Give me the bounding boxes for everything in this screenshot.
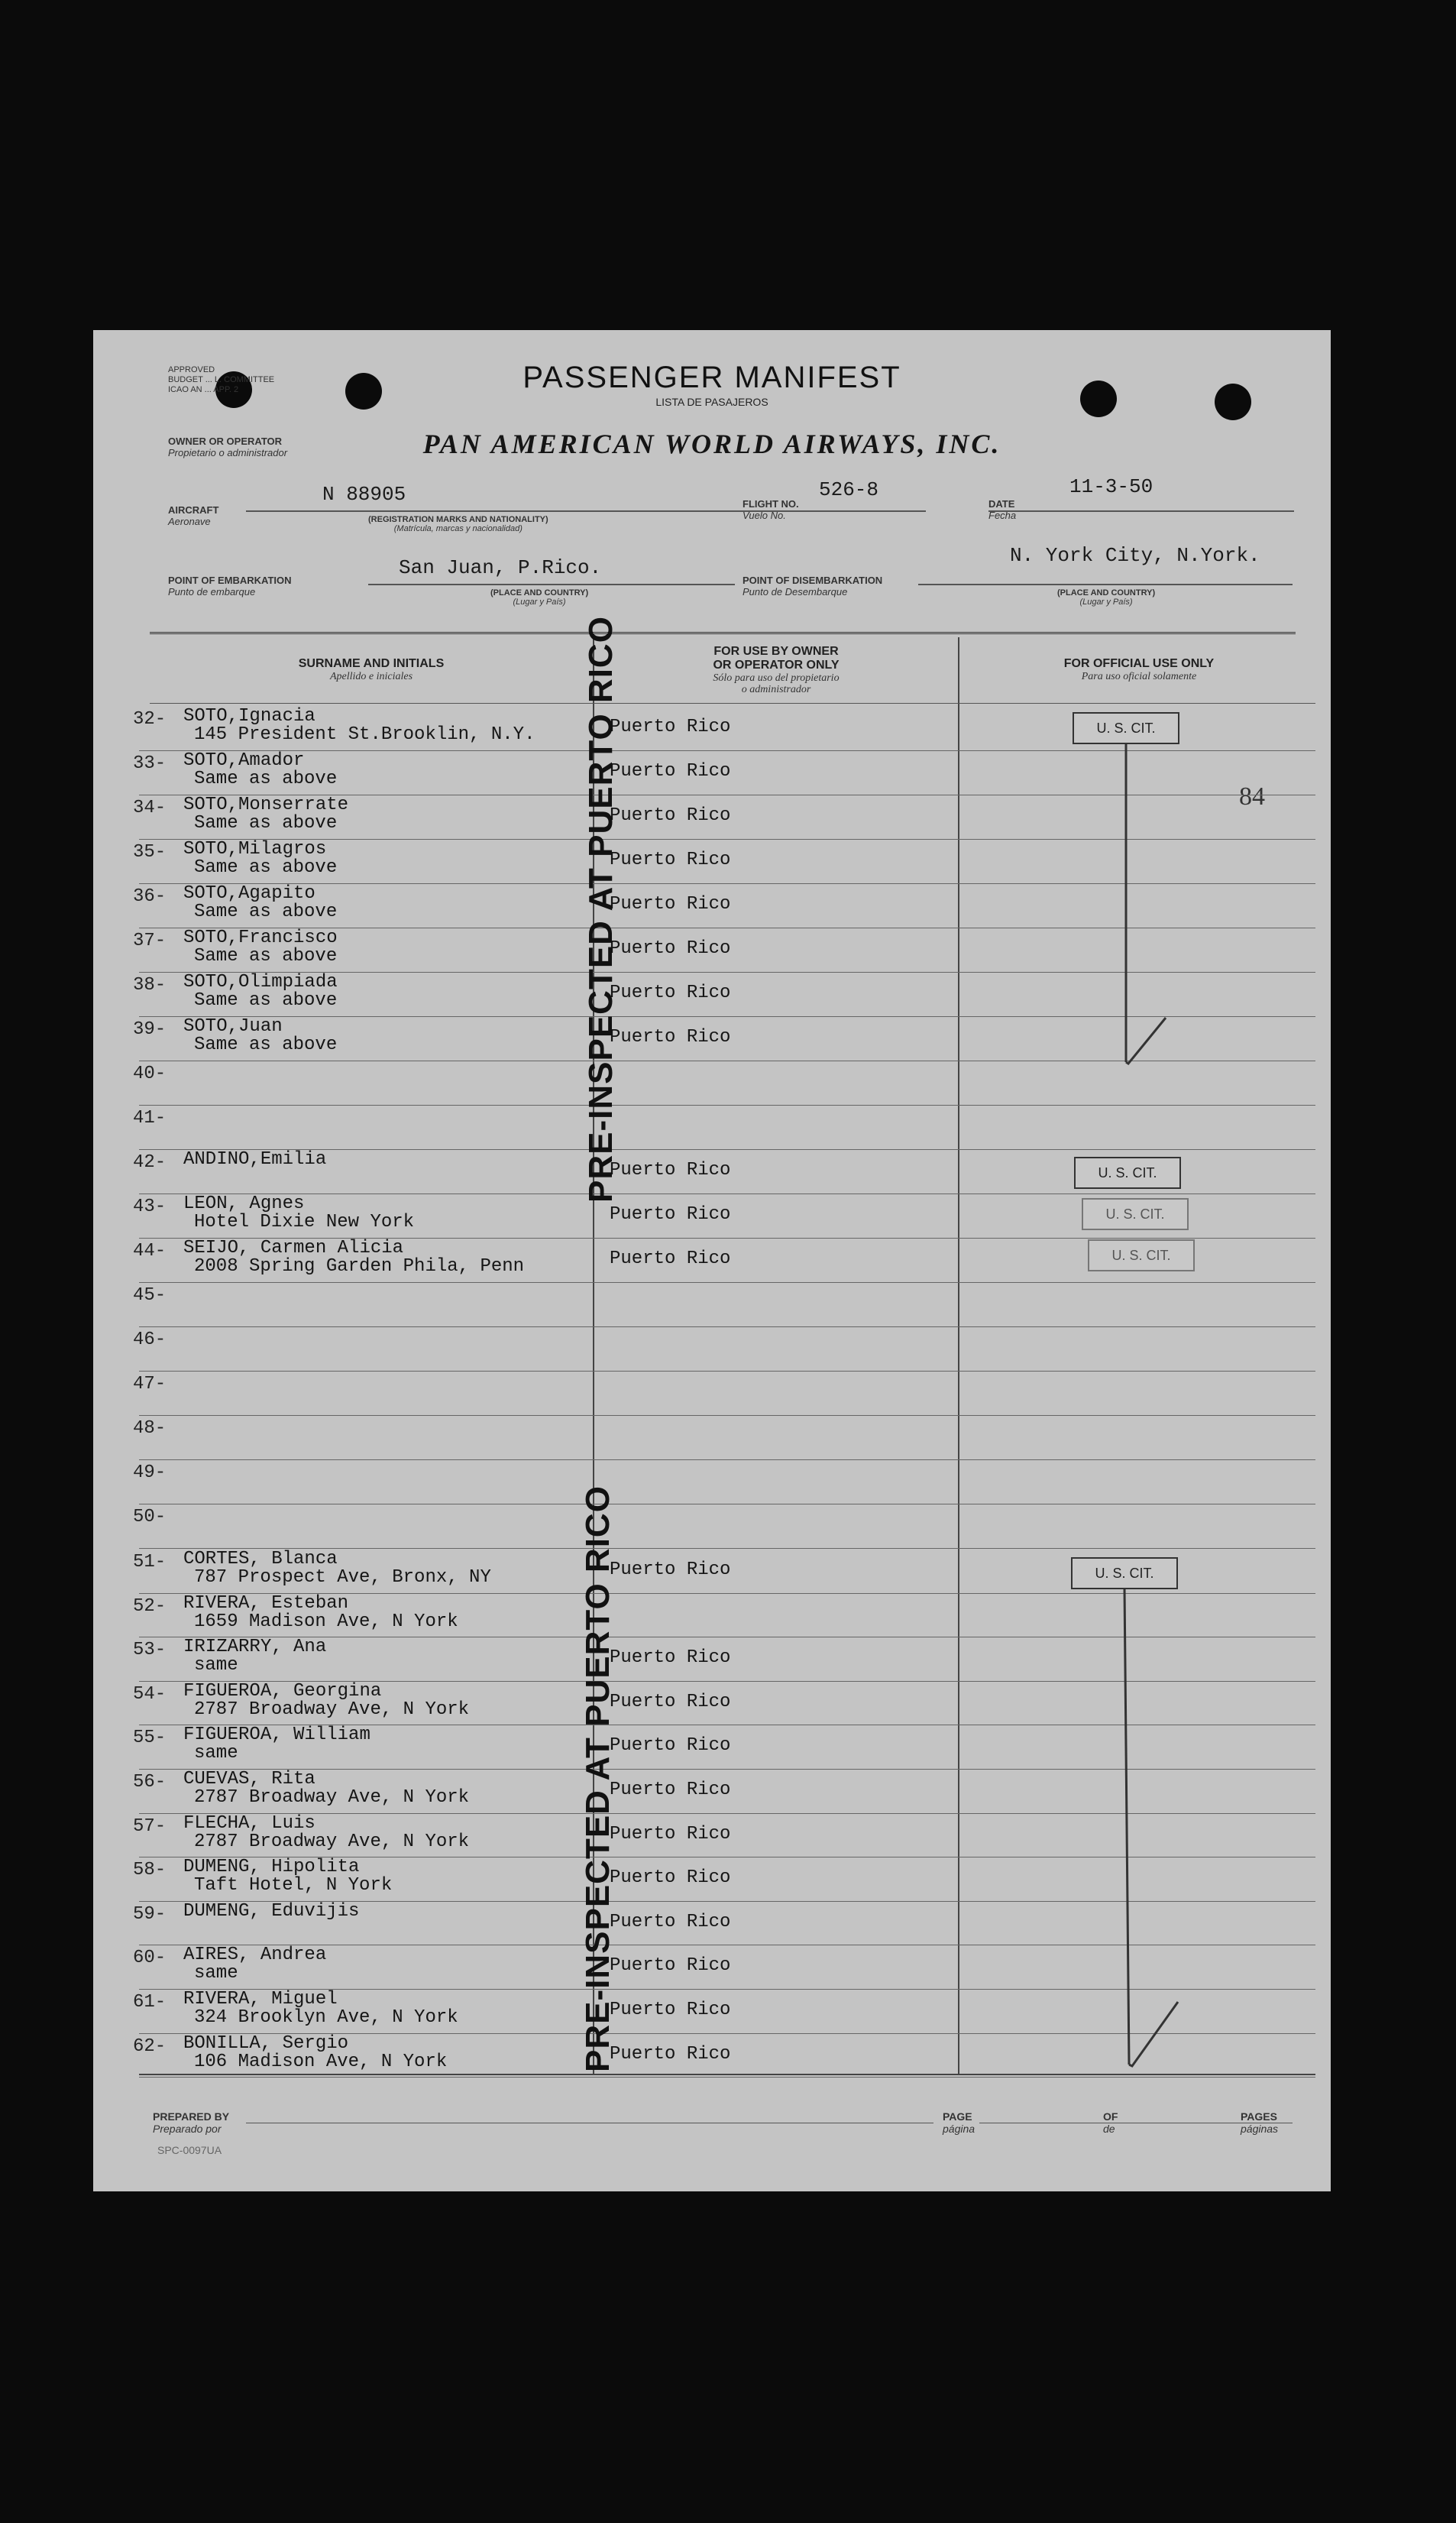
us-cit-stamp: U. S. CIT. xyxy=(1073,712,1179,744)
passenger-address: 106 Madison Ave, N York xyxy=(194,2051,448,2072)
passenger-address: Same as above xyxy=(194,857,338,878)
passenger-name: DUMENG, Hipolita xyxy=(183,1857,360,1878)
column-header-official-es: Para uso oficial solamente xyxy=(1081,671,1197,682)
row-number: 56- xyxy=(133,1772,167,1793)
approval-text: APPROVED BUDGET ... L. COMMITTEE ICAO AN ... APP. 2 xyxy=(168,365,275,394)
row-number: 33- xyxy=(133,753,167,774)
passenger-name: SEIJO, Carmen Alicia xyxy=(183,1238,404,1258)
of-label: OF de xyxy=(1103,2110,1118,2135)
passenger-address: 787 Prospect Ave, Bronx, NY xyxy=(194,1567,491,1588)
row-number: 41- xyxy=(133,1108,167,1129)
pre-inspected-stamp: PRE-INSPECTED AT PUERTO RICO xyxy=(582,616,620,1203)
passenger-citizenship: Puerto Rico xyxy=(610,2000,731,2020)
passenger-name: BONILLA, Sergio xyxy=(183,2032,349,2054)
passenger-citizenship: Puerto Rico xyxy=(610,1955,731,1977)
row-number: 52- xyxy=(133,1595,167,1617)
passenger-name: SOTO,Monserrate xyxy=(183,795,349,815)
passenger-name: ANDINO,Emilia xyxy=(183,1149,327,1170)
passenger-citizenship: Puerto Rico xyxy=(610,761,731,782)
passenger-citizenship: Puerto Rico xyxy=(610,1867,731,1889)
column-header-surname: SURNAME AND INITIALS xyxy=(298,657,445,670)
passenger-name: RIVERA, Esteban xyxy=(183,1592,349,1614)
passenger-name: SOTO,Francisco xyxy=(183,928,338,948)
row-number: 36- xyxy=(133,886,167,907)
row-number: 40- xyxy=(133,1064,167,1084)
passenger-name: CUEVAS, Rita xyxy=(183,1769,315,1789)
passenger-name: LEON, Agnes xyxy=(183,1193,305,1214)
passenger-name: DUMENG, Eduvijis xyxy=(183,1900,360,1922)
passenger-address: 2787 Broadway Ave, N York xyxy=(194,1831,470,1852)
passenger-name: SOTO,Olimpiada xyxy=(183,972,338,993)
passenger-citizenship: Puerto Rico xyxy=(610,1911,731,1932)
passenger-name: SOTO,Milagros xyxy=(183,839,327,860)
passenger-address: same xyxy=(194,1655,238,1676)
row-number: 34- xyxy=(133,798,167,818)
row-number: 42- xyxy=(133,1152,167,1173)
row-number: 45- xyxy=(133,1285,167,1306)
passenger-citizenship: Puerto Rico xyxy=(610,894,731,915)
manifest-sheet xyxy=(93,330,1331,2191)
pages-label: PAGES páginas xyxy=(1241,2110,1279,2135)
row-number: 55- xyxy=(133,1728,167,1749)
passenger-citizenship: Puerto Rico xyxy=(610,1823,731,1844)
passenger-name: FIGUEROA, Georgina xyxy=(183,1680,382,1702)
owner-value: PAN AMERICAN WORLD AIRWAYS, INC. xyxy=(422,429,1001,459)
passenger-address: Same as above xyxy=(194,902,338,922)
registration-note: (REGISTRATION MARKS AND NATIONALITY) (Matrícula, marcas y nacionalidad) xyxy=(368,515,548,533)
us-cit-stamp: U. S. CIT. xyxy=(1082,1198,1189,1230)
passenger-address: Same as above xyxy=(194,946,338,967)
passenger-address: Same as above xyxy=(194,1035,338,1055)
row-number: 62- xyxy=(133,2036,167,2057)
passenger-citizenship: Puerto Rico xyxy=(610,850,731,870)
page-subtitle: LISTA DE PASAJEROS xyxy=(655,396,768,408)
row-number: 60- xyxy=(133,1948,167,1969)
passenger-name: SOTO,Amador xyxy=(183,750,305,771)
passenger-name: SOTO,Juan xyxy=(183,1016,283,1037)
passenger-citizenship: Puerto Rico xyxy=(610,1735,731,1757)
disembark-label: POINT OF DISEMBARKATION Punto de Desembarque xyxy=(743,575,883,598)
row-number: 59- xyxy=(133,1903,167,1925)
row-number: 32- xyxy=(133,709,167,730)
disembark-value: N. York City, N.York. xyxy=(1010,544,1260,567)
pre-inspected-stamp: PRE-INSPECTED AT PUERTO RICO xyxy=(579,1485,616,2072)
passenger-name: FLECHA, Luis xyxy=(183,1812,315,1834)
row-number: 46- xyxy=(133,1330,167,1350)
passenger-address: Same as above xyxy=(194,813,338,834)
passenger-citizenship: Puerto Rico xyxy=(610,938,731,959)
row-number: 39- xyxy=(133,1019,167,1040)
row-number: 38- xyxy=(133,975,167,996)
passenger-citizenship: Puerto Rico xyxy=(610,1160,731,1181)
passenger-citizenship: Puerto Rico xyxy=(610,1559,731,1580)
passenger-name: SOTO,Ignacia xyxy=(183,706,315,727)
column-header-official: FOR OFFICIAL USE ONLY xyxy=(1063,657,1215,670)
aircraft-label: AIRCRAFT Aeronave xyxy=(168,504,219,527)
passenger-citizenship: Puerto Rico xyxy=(610,2043,731,2065)
embark-value: San Juan, P.Rico. xyxy=(399,556,602,579)
passenger-citizenship: Puerto Rico xyxy=(610,1027,731,1048)
passenger-citizenship: Puerto Rico xyxy=(610,717,731,737)
column-header-operator: FOR USE BY OWNER OR OPERATOR ONLY xyxy=(713,645,840,672)
form-code: SPC-0097UA xyxy=(157,2144,222,2156)
passenger-citizenship: Puerto Rico xyxy=(610,983,731,1003)
passenger-address: 145 President St.Brooklin, N.Y. xyxy=(194,724,535,745)
row-number: 47- xyxy=(133,1374,167,1394)
date-label: DATE Fecha xyxy=(988,498,1017,521)
flight-label: FLIGHT NO. Vuelo No. xyxy=(743,498,799,521)
passenger-address: Same as above xyxy=(194,990,338,1011)
passenger-name: CORTES, Blanca xyxy=(183,1549,338,1569)
disembark-place-note: (PLACE AND COUNTRY) (Lugar y País) xyxy=(1057,588,1156,607)
passenger-citizenship: Puerto Rico xyxy=(610,1691,731,1712)
embark-place-note: (PLACE AND COUNTRY) (Lugar y País) xyxy=(490,588,589,607)
passenger-address: Taft Hotel, N York xyxy=(194,1875,393,1896)
row-number: 51- xyxy=(133,1552,167,1572)
row-number: 53- xyxy=(133,1640,167,1661)
row-number: 37- xyxy=(133,931,167,951)
passenger-address: 2008 Spring Garden Phila, Penn xyxy=(194,1256,525,1277)
us-cit-stamp: U. S. CIT. xyxy=(1071,1557,1178,1589)
row-number: 54- xyxy=(133,1683,167,1705)
embark-label: POINT OF EMBARKATION Punto de embarque xyxy=(168,575,292,598)
passenger-citizenship: Puerto Rico xyxy=(610,805,731,826)
aircraft-value: N 88905 xyxy=(322,483,406,506)
column-header-surname-es: Apellido e iniciales xyxy=(329,671,413,682)
row-number: 49- xyxy=(133,1462,167,1483)
row-number: 43- xyxy=(133,1197,167,1217)
passenger-address: same xyxy=(194,1743,238,1764)
row-number: 50- xyxy=(133,1507,167,1527)
passenger-address: Hotel Dixie New York xyxy=(194,1212,415,1232)
official-tick-marks xyxy=(93,330,1331,2191)
date-value: 11-3-50 xyxy=(1069,475,1153,498)
row-number: 61- xyxy=(133,1992,167,2013)
table-bottom-rule xyxy=(139,2074,1315,2075)
passenger-name: AIRES, Andrea xyxy=(183,1945,327,1966)
passenger-address: 2787 Broadway Ave, N York xyxy=(194,1787,470,1808)
row-number: 35- xyxy=(133,842,167,863)
row-number: 44- xyxy=(133,1241,167,1262)
passenger-address: 2787 Broadway Ave, N York xyxy=(194,1699,470,1720)
passenger-citizenship: Puerto Rico xyxy=(610,1204,731,1225)
passenger-address: Same as above xyxy=(194,769,338,789)
passenger-name: IRIZARRY, Ana xyxy=(183,1637,327,1658)
passenger-name: SOTO,Agapito xyxy=(183,883,315,904)
us-cit-stamp: U. S. CIT. xyxy=(1074,1157,1181,1189)
row-number: 58- xyxy=(133,1860,167,1881)
passenger-address: same xyxy=(194,1963,238,1984)
handwritten-page-number: 84 xyxy=(1239,782,1265,811)
passenger-citizenship: Puerto Rico xyxy=(610,1780,731,1800)
passenger-citizenship: Puerto Rico xyxy=(610,1249,731,1269)
passenger-address: 1659 Madison Ave, N York xyxy=(194,1611,458,1632)
row-number: 57- xyxy=(133,1815,167,1837)
column-header-operator-es: Sólo para uso del propietario o administrador xyxy=(713,672,840,695)
owner-label: OWNER OR OPERATOR Propietario o administrador xyxy=(168,436,288,458)
passenger-address: 324 Brooklyn Ave, N York xyxy=(194,2007,458,2028)
page-title: PASSENGER MANIFEST xyxy=(523,361,901,394)
passenger-citizenship: Puerto Rico xyxy=(610,1647,731,1669)
us-cit-stamp: U. S. CIT. xyxy=(1088,1239,1195,1271)
row-number: 48- xyxy=(133,1418,167,1439)
passenger-name: FIGUEROA, William xyxy=(183,1725,370,1746)
prepared-by: PREPARED BY Preparado por xyxy=(153,2110,230,2135)
page-label: PAGE página xyxy=(943,2110,976,2135)
passenger-name: RIVERA, Miguel xyxy=(183,1989,338,2010)
flight-value: 526-8 xyxy=(819,478,879,501)
